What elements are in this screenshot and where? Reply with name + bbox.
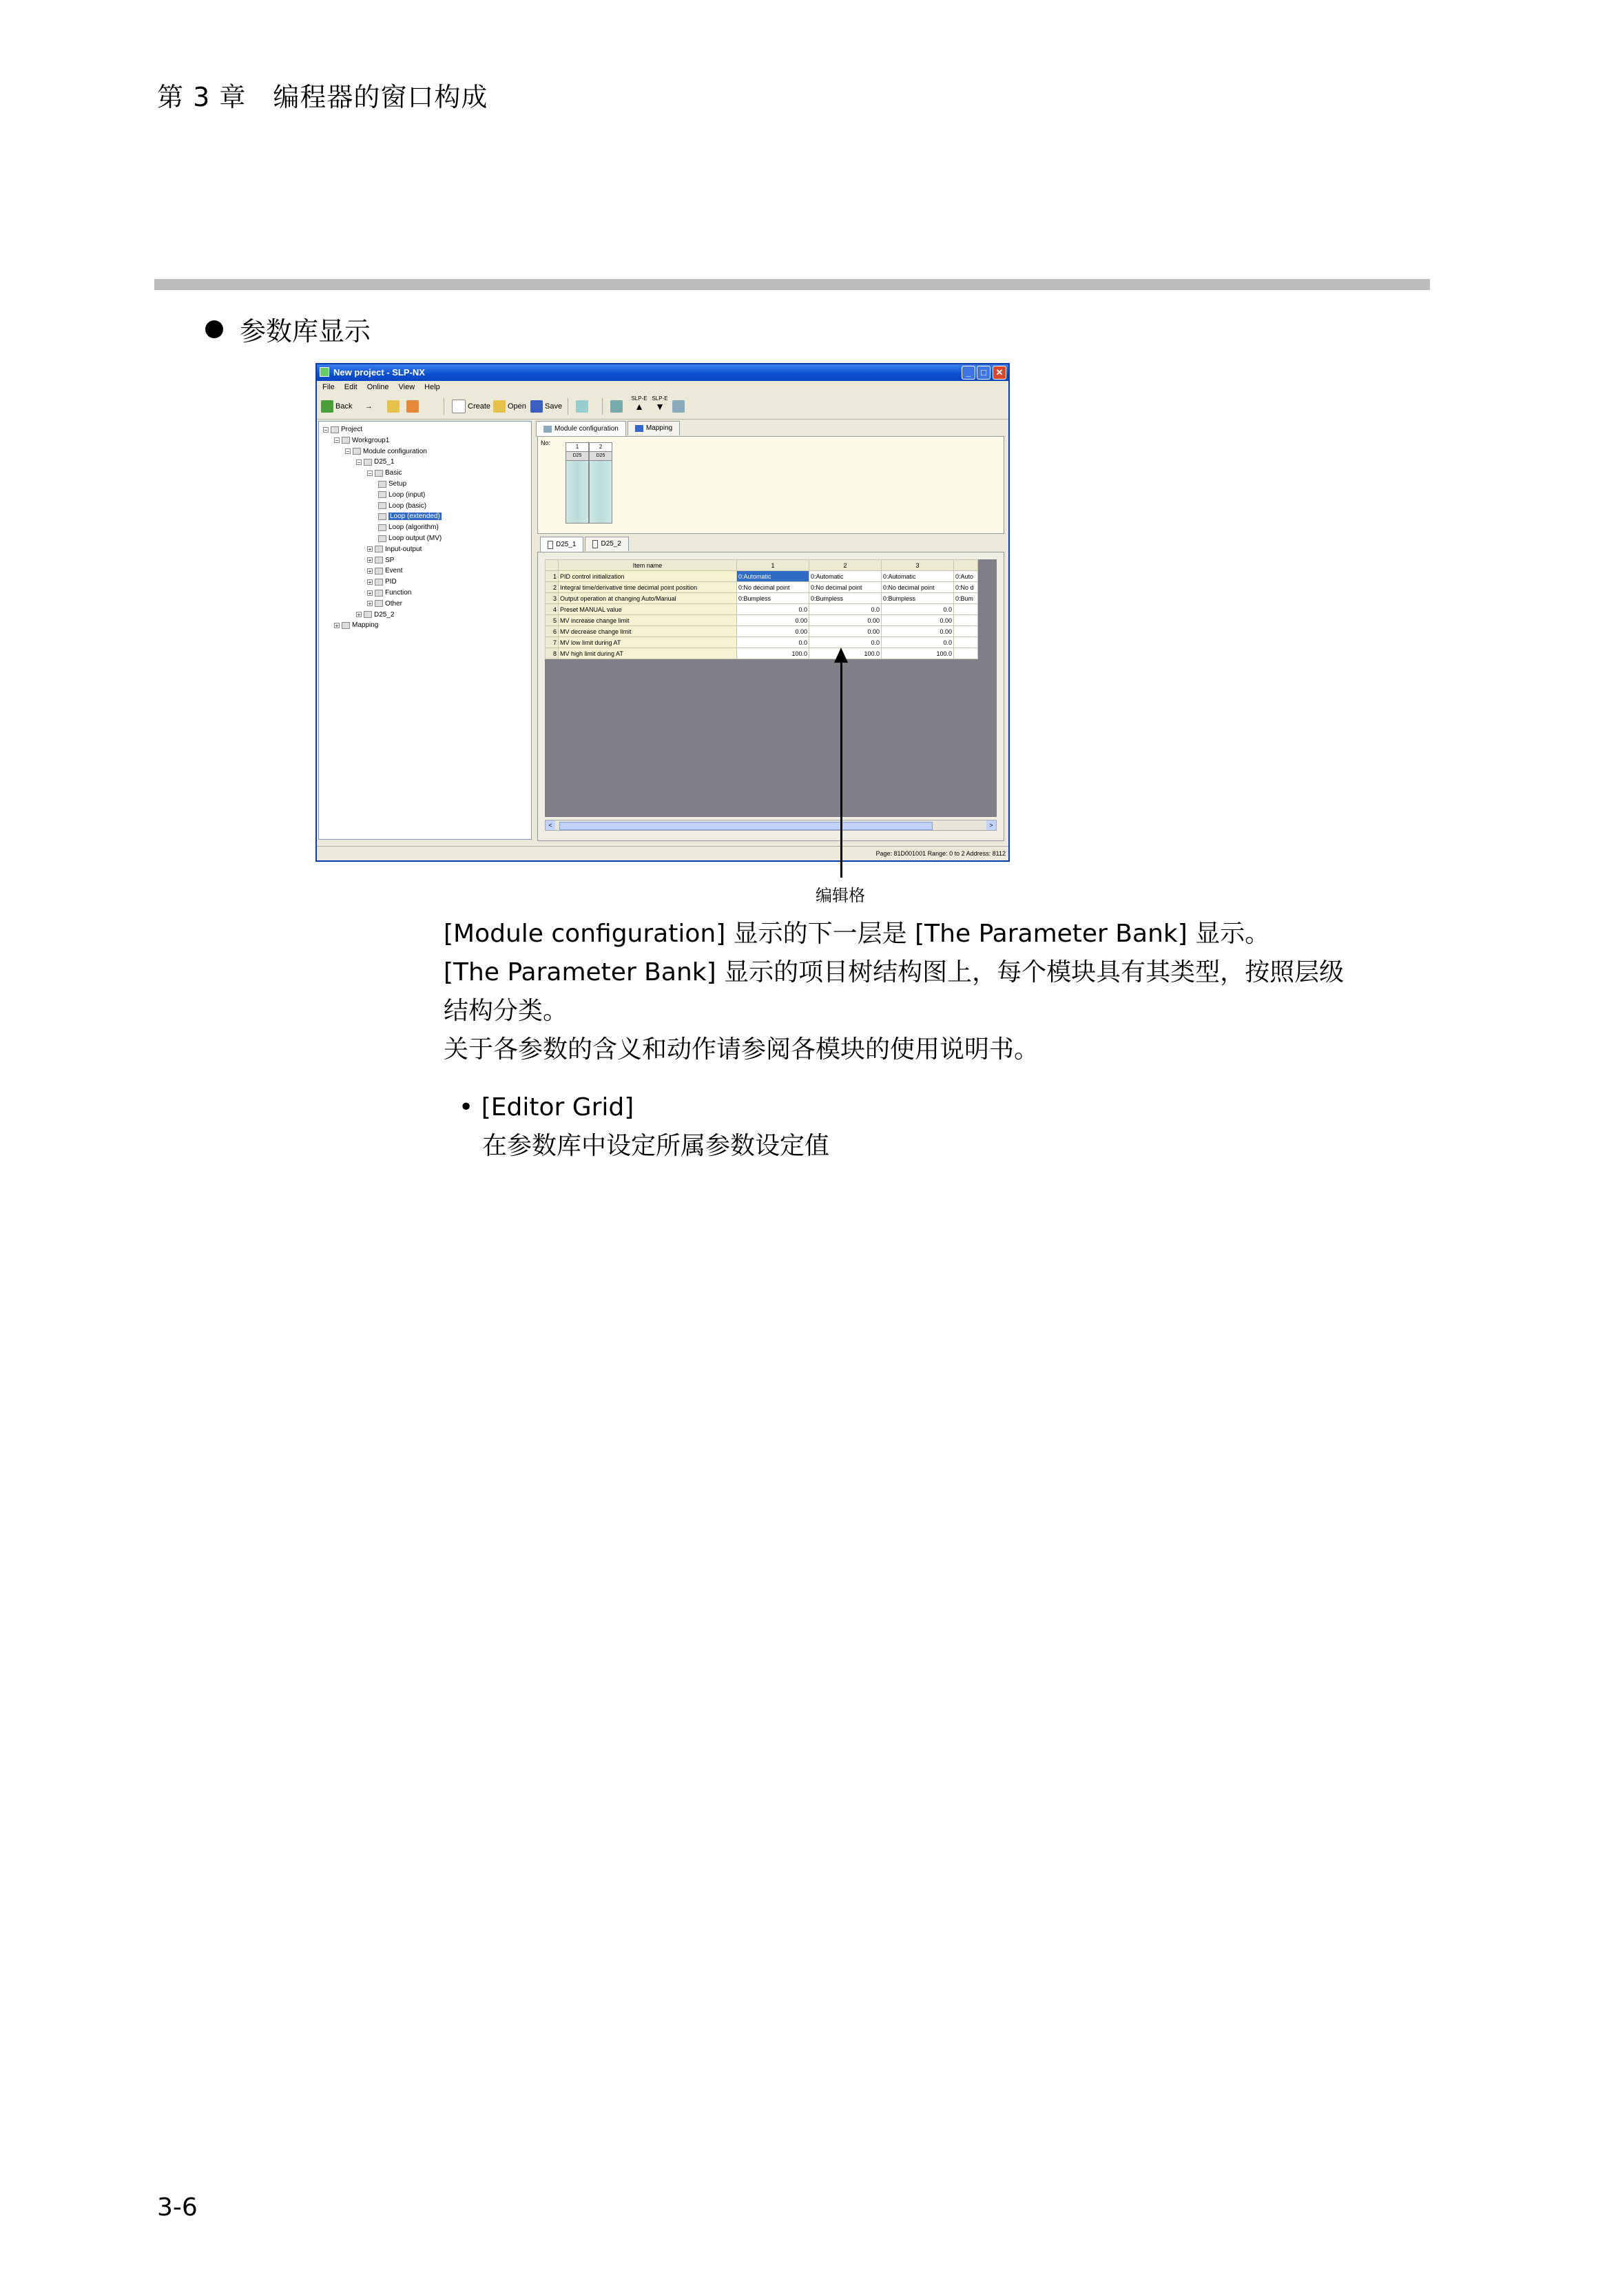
tree-node-label: Loop (algorithm) bbox=[388, 524, 439, 532]
main-panel bbox=[535, 421, 1007, 840]
tree-node-label: Function bbox=[385, 589, 412, 597]
grid-cell[interactable] bbox=[954, 604, 978, 615]
grid-row-number: 6 bbox=[546, 626, 559, 637]
connect-button[interactable] bbox=[576, 398, 590, 415]
tree-node-label: Input-output bbox=[385, 545, 422, 553]
tree-node-label: Basic bbox=[385, 469, 402, 477]
grid-row bbox=[546, 593, 978, 604]
menu-online[interactable]: Online bbox=[366, 383, 389, 391]
module-slot[interactable] bbox=[589, 442, 612, 524]
bullet-item: • [Editor Grid] bbox=[459, 1093, 634, 1121]
grid-row-number: 1 bbox=[546, 571, 559, 582]
tree-node-label: Project bbox=[341, 426, 363, 433]
grid-cell[interactable]: 0.00 bbox=[882, 626, 954, 637]
slot-module-name: D25 bbox=[566, 452, 588, 461]
grid-header-col3: 3 bbox=[882, 560, 954, 571]
top-tabs bbox=[536, 421, 681, 436]
grid-cell[interactable]: 0:Bumpless bbox=[737, 593, 809, 604]
horizontal-scrollbar[interactable] bbox=[545, 820, 997, 831]
grid-cell[interactable]: 0:Automatic bbox=[737, 571, 809, 582]
tree-node[interactable] bbox=[367, 555, 394, 566]
grid-icon bbox=[610, 400, 623, 413]
monitor-icon bbox=[672, 400, 685, 413]
grid-item-name: MV high limit during AT bbox=[559, 648, 737, 659]
tree-node[interactable] bbox=[334, 435, 389, 446]
toolbar-separator bbox=[602, 398, 603, 415]
toolbar bbox=[317, 394, 1008, 420]
tree-node-icon bbox=[364, 459, 372, 466]
mapping-icon bbox=[635, 425, 643, 432]
module-icon bbox=[548, 541, 553, 549]
tree-node[interactable] bbox=[378, 479, 406, 489]
expand-icon[interactable]: + bbox=[335, 622, 339, 629]
tree-node-icon bbox=[375, 557, 383, 563]
scroll-right-icon[interactable]: > bbox=[986, 820, 996, 830]
grid-cell[interactable]: 0.00 bbox=[737, 615, 809, 626]
tree-node[interactable] bbox=[323, 424, 362, 435]
expand-icon[interactable]: + bbox=[357, 612, 361, 619]
tree-node-icon bbox=[378, 535, 386, 542]
grid-cell[interactable]: 0:Bum bbox=[954, 593, 978, 604]
grid-item-name: Integral time/derivative time decimal point position bbox=[559, 582, 737, 593]
grid-row-number: 3 bbox=[546, 593, 559, 604]
menu-bar bbox=[317, 381, 1008, 393]
tree-node-label: Loop (basic) bbox=[388, 501, 427, 510]
section-divider bbox=[154, 279, 1430, 290]
expand-icon[interactable]: + bbox=[368, 579, 372, 586]
paragraph-line: [Module configuration] 显示的下一层是 [The Parameter Bank] 显示。 bbox=[444, 920, 1270, 948]
tree-node[interactable] bbox=[378, 533, 442, 544]
tree-node[interactable] bbox=[345, 446, 427, 457]
tree-node-label: Event bbox=[385, 567, 403, 575]
grid-row bbox=[546, 637, 978, 648]
bullet-description: 在参数库中设定所属参数设定值 bbox=[482, 1132, 830, 1160]
tree-node-label: Other bbox=[385, 599, 403, 608]
grid-item-name: MV decrease change limit bbox=[559, 626, 737, 637]
status-bar bbox=[317, 846, 1008, 860]
tree-node-label: Setup bbox=[388, 480, 407, 488]
grid-cell[interactable]: 0:Bumpless bbox=[882, 593, 954, 604]
open-folder-icon bbox=[493, 400, 506, 413]
tree-node-icon bbox=[331, 426, 339, 433]
grid-cell[interactable]: 0.0 bbox=[882, 604, 954, 615]
grid-cell[interactable]: 100.0 bbox=[882, 648, 954, 659]
module-icon bbox=[592, 540, 598, 548]
editor-grid-panel bbox=[537, 552, 1004, 841]
slot-number: 1 bbox=[566, 443, 588, 452]
grid-header-col4 bbox=[954, 560, 978, 571]
download-triangle-icon: ▼ bbox=[655, 401, 665, 412]
tree-node[interactable] bbox=[367, 588, 411, 598]
tree-node-icon bbox=[375, 546, 383, 552]
grid-cell[interactable] bbox=[954, 637, 978, 648]
bullet-dot-icon bbox=[205, 320, 223, 338]
grid-cell[interactable]: 0.0 bbox=[809, 637, 882, 648]
grid-cell[interactable]: 0.0 bbox=[737, 637, 809, 648]
expand-icon[interactable]: + bbox=[368, 546, 372, 553]
callout-label: 编辑格 bbox=[816, 886, 865, 905]
tree-node-label: D25_1 bbox=[374, 458, 395, 466]
grid-cell[interactable]: 0:No d bbox=[954, 582, 978, 593]
tree-node[interactable] bbox=[378, 501, 426, 511]
grid-cell[interactable]: 0.0 bbox=[882, 637, 954, 648]
forward-button[interactable]: → bbox=[365, 402, 373, 411]
monitor-button[interactable] bbox=[672, 398, 687, 415]
grid-header-item-name: Item name bbox=[559, 560, 737, 571]
grid-cell[interactable]: 100.0 bbox=[809, 648, 882, 659]
grid-row bbox=[546, 604, 978, 615]
menu-file[interactable]: File bbox=[322, 383, 335, 391]
tree-node[interactable] bbox=[367, 544, 422, 555]
grid-header-col1: 1 bbox=[737, 560, 809, 571]
grid-cell[interactable]: 0.00 bbox=[809, 615, 882, 626]
create-button[interactable]: Create bbox=[452, 398, 490, 415]
grid-cell[interactable] bbox=[954, 626, 978, 637]
bullet-title: [Editor Grid] bbox=[481, 1093, 634, 1121]
tree-node-icon bbox=[378, 513, 386, 520]
open-button[interactable]: Open bbox=[493, 398, 526, 415]
module-tabs bbox=[540, 537, 630, 552]
back-arrow-icon bbox=[321, 400, 333, 413]
section-title: 参数库显示 bbox=[240, 316, 371, 347]
home-button[interactable] bbox=[406, 398, 421, 415]
module-slot[interactable] bbox=[566, 442, 589, 524]
minimize-icon[interactable]: _ bbox=[962, 366, 975, 380]
tree-node-icon bbox=[364, 611, 372, 618]
app-icon bbox=[320, 367, 329, 377]
new-document-icon bbox=[452, 400, 466, 413]
grid-row-number: 4 bbox=[546, 604, 559, 615]
tree-node-label: Mapping bbox=[352, 621, 379, 630]
scroll-left-icon[interactable]: < bbox=[546, 820, 555, 830]
paragraph-line: [The Parameter Bank] 显示的项目树结构图上，每个模块具有其类型，按照层级 bbox=[444, 958, 1345, 986]
menu-help[interactable]: Help bbox=[424, 383, 440, 391]
collapse-icon[interactable]: − bbox=[368, 470, 372, 477]
slp-upload-button[interactable]: SLP-E ▲ bbox=[631, 395, 647, 412]
home-icon bbox=[406, 400, 419, 413]
grid-cell[interactable] bbox=[954, 615, 978, 626]
grid-cell[interactable]: 0:Automatic bbox=[809, 571, 882, 582]
tree-node-label: Workgroup1 bbox=[352, 436, 390, 444]
collapse-icon[interactable]: − bbox=[357, 459, 361, 466]
grid-item-name: Preset MANUAL value bbox=[559, 604, 737, 615]
back-button[interactable]: Back bbox=[321, 398, 352, 415]
grid-header-col2: 2 bbox=[809, 560, 882, 571]
scroll-thumb[interactable] bbox=[559, 822, 933, 830]
grid-item-name: MV increase change limit bbox=[559, 615, 737, 626]
tree-node-label: Loop (input) bbox=[388, 490, 426, 499]
grid-row-number: 5 bbox=[546, 615, 559, 626]
tree-node-icon bbox=[353, 448, 361, 455]
grid-cell[interactable]: 0:No decimal point bbox=[737, 582, 809, 593]
tree-node-label: PID bbox=[385, 578, 397, 586]
grid-cell[interactable]: 0.00 bbox=[882, 615, 954, 626]
grid-header-row bbox=[546, 560, 978, 571]
tree-node-label: D25_2 bbox=[374, 610, 395, 619]
menu-view[interactable]: View bbox=[398, 383, 415, 391]
folder-up-icon bbox=[387, 400, 400, 413]
tree-node-icon bbox=[378, 491, 386, 498]
tree-node[interactable] bbox=[367, 468, 402, 478]
grid-row bbox=[546, 648, 978, 659]
grid-row-number: 7 bbox=[546, 637, 559, 648]
editor-grid bbox=[545, 559, 978, 659]
tree-node-label: Module configuration bbox=[363, 447, 427, 455]
grid-cell[interactable]: 100.0 bbox=[737, 648, 809, 659]
tree-node[interactable] bbox=[334, 620, 378, 630]
tree-node-icon bbox=[375, 579, 383, 586]
tree-node[interactable] bbox=[367, 566, 403, 576]
tree-node-label: SP bbox=[385, 556, 395, 564]
tree-node-icon bbox=[342, 437, 350, 444]
tree-node-icon bbox=[375, 590, 383, 597]
paragraph-line: 关于各参数的含义和动作请参阅各模块的使用说明书。 bbox=[444, 1035, 1039, 1064]
tree-node-icon bbox=[378, 502, 386, 509]
grid-cell[interactable]: 0.00 bbox=[809, 626, 882, 637]
save-button[interactable]: Save bbox=[530, 398, 562, 415]
module-config-icon bbox=[543, 426, 552, 433]
expand-icon[interactable]: + bbox=[368, 601, 372, 608]
grid-row-number: 2 bbox=[546, 582, 559, 593]
expand-icon[interactable]: + bbox=[368, 557, 372, 564]
tree-node-label: Loop (extended) bbox=[390, 513, 440, 521]
tab-d25-1[interactable]: D25_1 bbox=[540, 537, 583, 552]
grid-cell[interactable]: 0:No decimal point bbox=[809, 582, 882, 593]
tree-node-icon bbox=[378, 524, 386, 531]
expand-icon[interactable]: + bbox=[368, 590, 372, 597]
grid-header-num bbox=[546, 560, 559, 571]
grid-cell[interactable]: 0:No decimal point bbox=[882, 582, 954, 593]
tree-node-icon bbox=[375, 568, 383, 575]
grid-cell[interactable]: 0:Auto bbox=[954, 571, 978, 582]
grid-cell[interactable]: 0:Automatic bbox=[882, 571, 954, 582]
paragraph-line: 结构分类。 bbox=[444, 997, 568, 1025]
slot-number: 2 bbox=[590, 443, 612, 452]
project-tree bbox=[318, 421, 532, 840]
grid-cell[interactable]: 0:Bumpless bbox=[809, 593, 882, 604]
tree-node[interactable] bbox=[378, 511, 442, 521]
grid-row-number: 8 bbox=[546, 648, 559, 659]
tab-mapping[interactable]: Mapping bbox=[628, 421, 680, 435]
tree-node-icon bbox=[375, 470, 383, 477]
module-layout-area bbox=[537, 436, 1004, 534]
chapter-header: 第 3 章 编程器的窗口构成 bbox=[157, 82, 488, 112]
up-folder-button[interactable] bbox=[387, 398, 402, 415]
callout-arrow-line bbox=[840, 656, 842, 878]
tab-d25-2[interactable]: D25_2 bbox=[585, 537, 628, 551]
collapse-icon[interactable]: − bbox=[346, 448, 350, 455]
collapse-icon[interactable]: − bbox=[335, 437, 339, 444]
save-disk-icon bbox=[530, 400, 543, 413]
slot-module-name: D25 bbox=[590, 452, 612, 461]
tree-node[interactable] bbox=[367, 599, 402, 609]
status-text: Page: 81D001001 Range: 0 to 2 Address: 8112 bbox=[875, 850, 1006, 857]
grid-row bbox=[546, 626, 978, 637]
grid-cell[interactable] bbox=[954, 648, 978, 659]
grid-item-name: PID control initialization bbox=[559, 571, 737, 582]
grid-item-name: Output operation at changing Auto/Manual bbox=[559, 593, 737, 604]
grid-cell[interactable]: 0.0 bbox=[737, 604, 809, 615]
window-title: New project - SLP-NX bbox=[333, 367, 425, 378]
tree-node[interactable] bbox=[378, 522, 439, 532]
upload-triangle-icon: ▲ bbox=[634, 401, 644, 412]
app-window bbox=[315, 363, 1010, 862]
grid-cell[interactable]: 0.0 bbox=[809, 604, 882, 615]
maximize-icon[interactable]: □ bbox=[977, 366, 990, 380]
collapse-icon[interactable]: − bbox=[324, 426, 328, 433]
grid-row bbox=[546, 582, 978, 593]
expand-icon[interactable]: + bbox=[368, 568, 372, 575]
title-bar bbox=[317, 364, 1008, 381]
page-number: 3-6 bbox=[157, 2193, 198, 2222]
grid-row bbox=[546, 571, 978, 582]
slp-download-button[interactable]: SLP-E ▼ bbox=[652, 395, 668, 412]
grid-cell[interactable]: 0.00 bbox=[737, 626, 809, 637]
grid-row bbox=[546, 615, 978, 626]
grid-view-button[interactable] bbox=[610, 398, 625, 415]
tree-node[interactable] bbox=[356, 610, 394, 620]
tree-node-label: Loop output (MV) bbox=[388, 535, 442, 542]
tree-node[interactable] bbox=[378, 490, 425, 500]
section-heading bbox=[205, 310, 371, 348]
grid-item-name: MV low limit during AT bbox=[559, 637, 737, 648]
tree-node-icon bbox=[375, 600, 383, 607]
tree-node[interactable] bbox=[356, 457, 394, 467]
close-icon[interactable]: ✕ bbox=[993, 366, 1006, 380]
tree-node[interactable] bbox=[367, 577, 397, 587]
tab-module-configuration[interactable]: Module configuration bbox=[536, 421, 626, 437]
tree-node-icon bbox=[378, 481, 386, 488]
menu-edit[interactable]: Edit bbox=[344, 383, 357, 391]
tree-node-icon bbox=[342, 622, 350, 629]
connect-icon bbox=[576, 400, 588, 413]
slot-no-label: No: bbox=[541, 439, 551, 446]
